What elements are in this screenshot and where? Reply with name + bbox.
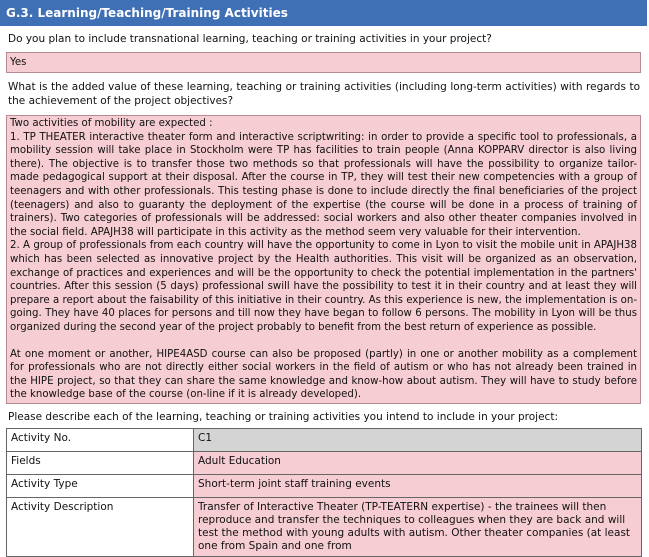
question-describe-activities: Please describe each of the learning, teaching or training activities you intend to include in your project: bbox=[8, 411, 558, 423]
activity-description-value[interactable]: Transfer of Interactive Theater (TP-TEATERN expertise) - the trainees will then reproduce and transfer the techniques to colleagues when they are back and will test the method with young adults with autism. Other theater companies (at least one from Spain and one from bbox=[194, 498, 642, 557]
section-title: G.3. Learning/Teaching/Training Activities bbox=[0, 0, 647, 26]
question-added-value: What is the added value of these learning, teaching or training activities (including long-term activities) with regards to the achievement of the project objectives? bbox=[8, 81, 640, 107]
table-row bbox=[7, 429, 642, 452]
activity-no-value: C1 bbox=[194, 429, 642, 452]
answer-added-value[interactable] bbox=[6, 115, 641, 404]
answer-paragraph: 2. A group of professionals from each country will have the opportunity to come in Lyon to visit the mobile unit in APAJH38 which has been selected as innovative project by the Health authorities. This visit will be organized as an observation, exchange of practices and experiences and will be the opportunity to check the potential implementation in the partners' countries. After this session (5 days) professional swill have the possibility to test it in their country and at least they will prepare a report about the faisability of this initiative in their country. As this experience is new, the implementation is on-going. They have 40 places for persons and till now they have began to follow 6 persons. The mobility in Lyon will be thus organized during the second year of the project probably to benefit from the best return of experience as possible. bbox=[10, 240, 637, 333]
table-row bbox=[7, 475, 642, 498]
row-label-fields: Fields bbox=[7, 452, 194, 475]
row-label-activity-description: Activity Description bbox=[7, 498, 194, 557]
table-row bbox=[7, 452, 642, 475]
question-transnational-activities: Do you plan to include transnational learning, teaching or training activities in your project? bbox=[8, 33, 492, 45]
table-row bbox=[7, 498, 642, 557]
answer-paragraph: 1. TP THEATER interactive theater form and interactive scriptwriting: in order to provide a specific tool to professionals, a mobility session will take place in Stockholm were TP has facilities to train people (Anna KOPPARV director is also living there). The objective is to transfer those two methods so that professionals will have the possibility to organize tailor-made pedagogical support at their disposal. After the course in TP, they will test their new competencies with a group of teenagers and with other professionals. This testing phase is done to include directly the final beneficiaries of the project (teenagers) and also to guaranty the deployment of the expertise (the course will be done in a process of training of trainers). Two categories of professionals will be addressed: social workers and also other theater companies involved in the social field. APAJH38 will participate in this activity as the method seem very valuable for their intervention. bbox=[10, 131, 637, 238]
activity-table bbox=[6, 428, 642, 557]
answer-paragraph: Two activities of mobility are expected : bbox=[10, 118, 213, 129]
row-label-activity-no: Activity No. bbox=[7, 429, 194, 452]
answer-paragraph: At one moment or another, HIPE4ASD course can also be proposed (partly) in one or another mobility as a complement for professionals who are not directly either social workers in the field of autism or who has not already been trained in the HIPE project, so that they can share the same knowledge and know-how about autism. They will have to study before the knowledge base of the course (on-line if it is already developed). bbox=[10, 348, 637, 401]
answer-transnational-activities[interactable]: Yes bbox=[6, 52, 641, 73]
fields-value[interactable]: Adult Education bbox=[194, 452, 642, 475]
activity-type-value[interactable]: Short-term joint staff training events bbox=[194, 475, 642, 498]
row-label-activity-type: Activity Type bbox=[7, 475, 194, 498]
